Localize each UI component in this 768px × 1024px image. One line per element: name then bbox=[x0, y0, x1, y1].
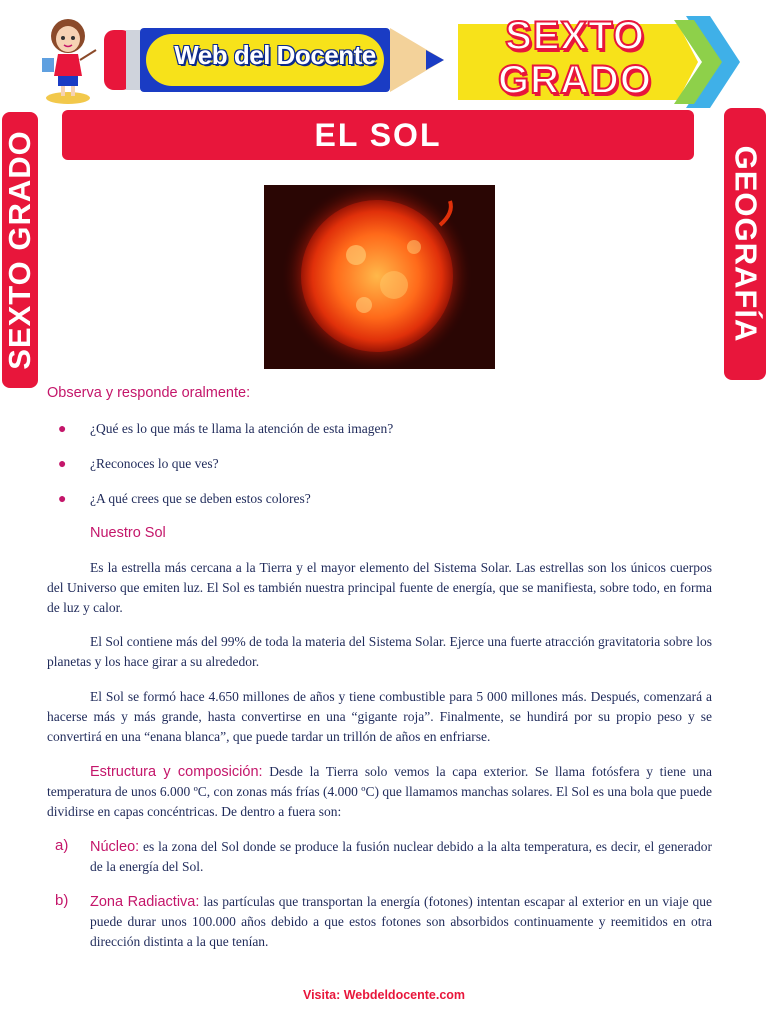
right-side-label: GEOGRAFÍA bbox=[728, 145, 764, 343]
section-heading-nuestro-sol: Nuestro Sol bbox=[90, 525, 166, 541]
logo-text: Web del Docente bbox=[174, 40, 376, 70]
question-item: ¿A qué crees que se deben estos colores? bbox=[90, 491, 311, 506]
question-item: ¿Qué es lo que más te llama la atención de esta imagen? bbox=[90, 421, 394, 436]
footer-link[interactable]: Visita: Webdeldocente.com bbox=[302, 988, 466, 1002]
list-letter: b) bbox=[55, 892, 69, 909]
list-item-term: Núcleo: bbox=[90, 839, 140, 855]
page-title: EL SOL bbox=[314, 116, 442, 153]
paragraph: El Sol contiene más del 99% de toda la materia del Sistema Solar. Ejerce una fuerte atracción gravitatoria sobre los planetas y los hace girar a su alrededor. bbox=[47, 634, 712, 669]
grade-title-line2: GRADO bbox=[498, 58, 652, 102]
estructura-text: Desde la Tierra solo vemos la capa exterior. Se llama fotósfera y tiene una temperatura de unos 6.000 ºC, con zonas más frías (4.000 ºC) que llamamos manchas solares. El Sol es una bola que puede dividirse en capas concéntricas. De dentro a fuera son: bbox=[47, 764, 713, 819]
list-item-term: Zona Radiactiva: bbox=[90, 894, 200, 910]
question-item: ¿Reconoces lo que ves? bbox=[90, 456, 219, 471]
left-side-tab bbox=[2, 112, 38, 388]
section-heading-estructura: Estructura y composición: bbox=[90, 764, 263, 780]
list-item bbox=[90, 837, 712, 877]
bullet-icon: ● bbox=[58, 492, 67, 507]
paragraph-estructura bbox=[47, 762, 712, 822]
bullet-icon: ● bbox=[58, 457, 67, 472]
list-item-text: las partículas que transportan la energía (fotones) intentan escapar al exterior en un viaje que puede durar unos 100.000 años debido a que estos fotones son absorbidos continuamente y reemitidos en otra dirección distinta a la que tenían. bbox=[90, 894, 713, 949]
left-side-label: SEXTO GRADO bbox=[2, 130, 37, 370]
teacher-mascot-illustration bbox=[36, 14, 100, 106]
list-letter: a) bbox=[55, 837, 69, 854]
list-item-text: es la zona del Sol donde se produce la fusión nuclear debido a la alta temperatura, es decir, el generador de la energía del Sol. bbox=[90, 839, 713, 874]
right-side-tab bbox=[724, 108, 766, 380]
title-bar bbox=[62, 110, 694, 160]
list-item bbox=[90, 892, 712, 952]
sun-photo bbox=[264, 185, 495, 369]
paragraph: El Sol se formó hace 4.650 millones de años y tiene combustible para 5 000 millones más. Después, comenzará a hacerse más y más grande, hasta convertirse en una “gigante roja”. Finalmente, se hundirá por su propio peso y se convertirá en una “enana blanca”, que puede tardar un trillón de años en enfriarse. bbox=[47, 689, 712, 744]
observe-heading: Observa y responde oralmente: bbox=[47, 385, 251, 401]
paragraph: Es la estrella más cercana a la Tierra y el mayor elemento del Sistema Solar. Las estrellas son los únicos cuerpos del Universo que emiten luz. El Sol es también nuestra principal fuente de energía, que se manifiesta, sobre todo, en forma de luz y calor. bbox=[47, 560, 712, 615]
bullet-icon: ● bbox=[58, 422, 67, 437]
grade-title-line1: SEXTO bbox=[505, 14, 645, 58]
